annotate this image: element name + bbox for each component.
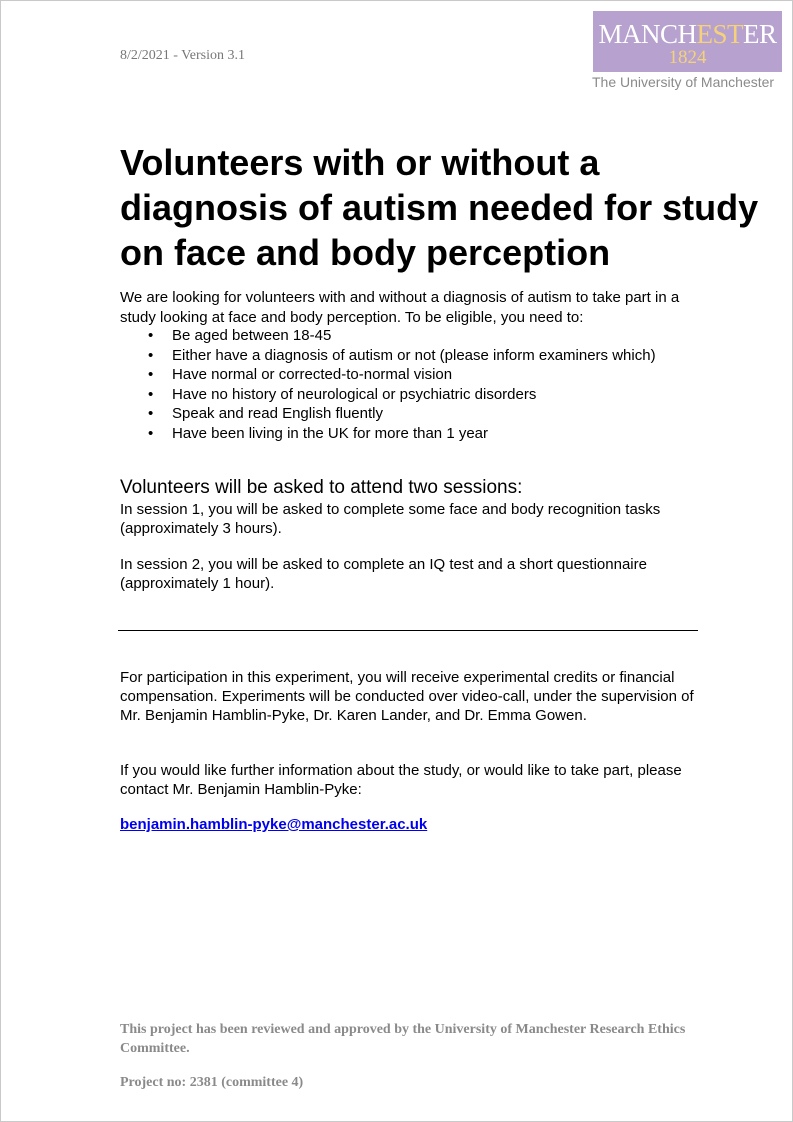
project-number: Project no: 2381 (committee 4)	[120, 1075, 304, 1090]
date-version: 8/2/2021 - Version 3.1	[120, 48, 245, 63]
contact-email-link[interactable]: benjamin.hamblin-pyke@manchester.ac.uk	[120, 816, 428, 833]
divider	[118, 630, 698, 631]
intro-paragraph: We are looking for volunteers with and without a diagnosis of autism to take part in a study looking at face and body perception. To be eligible, you need to:	[120, 289, 680, 326]
list-item: • Speak and read English fluently	[148, 404, 656, 424]
logo-subtitle: The University of Manchester	[592, 74, 775, 90]
list-item: • Have no history of neurological or psychiatric disorders	[148, 385, 656, 405]
logo-year: 1824	[668, 47, 707, 68]
contact-text: If you would like further information about the study, or would like to take part, please contact Mr. Benjamin Hamblin-Pyke:	[120, 762, 682, 798]
session-1-text: In session 1, you will be asked to complete some face and body recognition tasks (approximately 3 hours).	[120, 501, 661, 537]
list-item: • Either have a diagnosis of autism or not (please inform examiners which)	[148, 346, 656, 366]
compensation-text: For participation in this experiment, you will receive experimental credits or financial compensation. Experiments will be conducted over video-call, under the supervision of Mr. Benjamin Hamblin-Pyke, Dr. Karen Lander, and Dr. Emma Gowen.	[120, 669, 694, 724]
session-2-text: In session 2, you will be asked to complete an IQ test and a short questionnaire (approximately 1 hour).	[120, 556, 647, 592]
university-logo	[593, 11, 782, 72]
page-title: Volunteers with or without a diagnosis of autism needed for study on face and body perception	[120, 142, 759, 273]
logo-wordmark: MANCHESTER	[598, 19, 777, 49]
sessions-heading: Volunteers will be asked to attend two sessions:	[120, 477, 523, 498]
list-item: • Have been living in the UK for more than 1 year	[148, 424, 656, 444]
list-item: • Be aged between 18-45	[148, 326, 656, 346]
list-item: • Have normal or corrected-to-normal vision	[148, 365, 656, 385]
ethics-statement: This project has been reviewed and approved by the University of Manchester Research Ethics Committee.	[120, 1022, 686, 1056]
eligibility-list	[148, 326, 656, 444]
